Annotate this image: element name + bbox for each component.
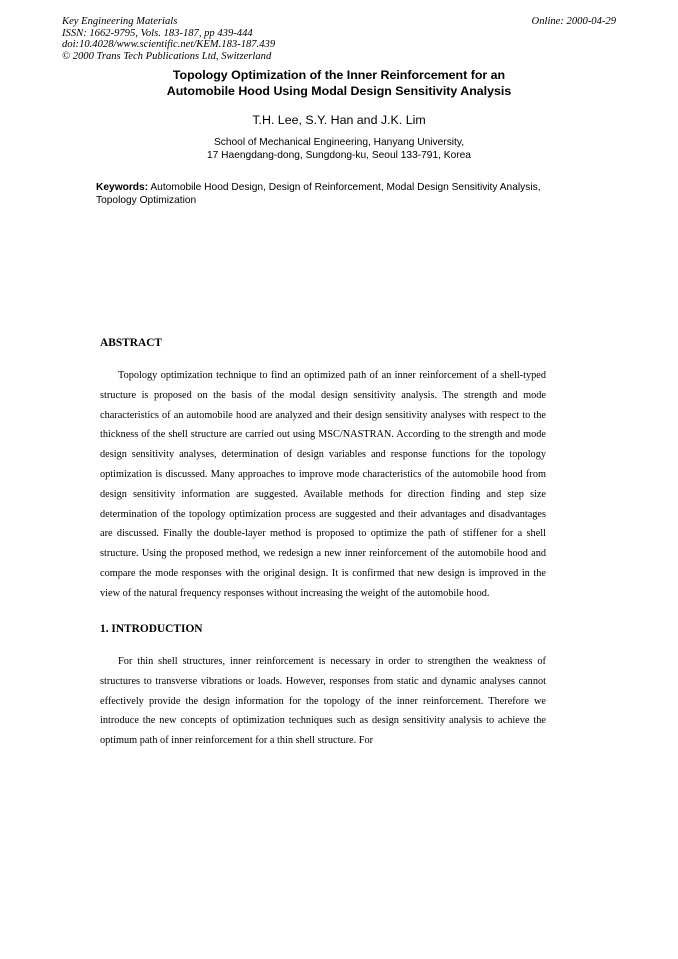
paper-affiliation	[0, 137, 678, 163]
keywords-text: Automobile Hood Design, Design of Reinforcement, Modal Design Sensitivity Analysis, Topology Optimization	[96, 182, 541, 206]
journal-doi: doi:10.4028/www.scientific.net/KEM.183-187.439	[62, 39, 276, 51]
journal-copyright: © 2000 Trans Tech Publications Ltd, Switzerland	[62, 50, 272, 62]
paper-title-line: Topology Optimization of the Inner Reinforcement for an	[172, 68, 506, 82]
keywords-label: Keywords:	[96, 182, 149, 193]
paper-authors: T.H. Lee, S.Y. Han and J.K. Lim	[252, 113, 426, 127]
online-date: Online: 2000-04-29	[531, 16, 616, 27]
introduction-heading: 1. INTRODUCTION	[100, 623, 203, 635]
journal-issn: ISSN: 1662-9795, Vols. 183-187, pp 439-444	[62, 27, 253, 39]
introduction-text: For thin shell structures, inner reinforcement is necessary in order to strengthen the weakness of structures to transverse vibrations or loads. However, responses from static and dynamic analyses cannot effectively provide the design information for the topology of the inner reinforcement. Therefore we introduce the new concepts of optimization techniques such as design sensitivity analysis to achieve the optimum path of inner reinforcement for a thin shell structure. For	[100, 656, 546, 747]
journal-name: Key Engineering Materials	[62, 16, 178, 27]
abstract-text: Topology optimization technique to find an optimized path of an inner reinforcement of a shell-typed structure is proposed on the basis of the modal design sensitivity analysis. The strength and mode characteristics of an automobile hood are analyzed and their design sensitivity analyses with respect to the thickness of the shell structure are carried out using MSC/NASTRAN. According to the strength and mode design sensitivity analyses, determination of design variables and response functions for the topology optimization is discussed. Many approaches to improve mode characteristics of the automobile hood from design sensitivity information are suggested. Available methods for direction finding and step size determination of the topology optimization process are suggested and their advantages and disadvantages are discussed. Finally the double-layer method is proposed to optimize the path of stiffener for a shell structure. Using the proposed method, we redesign a new inner reinforcement of the automobile hood and compare the mode responses with the original design. It is confirmed that new design is improved in the view of the natural frequency responses without increasing the weight of the automobile hood.	[100, 370, 546, 599]
paper-title-line: Automobile Hood Using Modal Design Sensitivity Analysis	[166, 83, 512, 98]
paper-title	[0, 68, 678, 99]
affiliation-line: School of Mechanical Engineering, Hanyang University,	[213, 137, 465, 148]
keywords	[96, 182, 556, 208]
affiliation-line: 17 Haengdang-dong, Sungdong-ku, Seoul 133-791, Korea	[207, 149, 471, 161]
journal-info	[62, 16, 275, 62]
abstract-heading: ABSTRACT	[100, 337, 163, 349]
